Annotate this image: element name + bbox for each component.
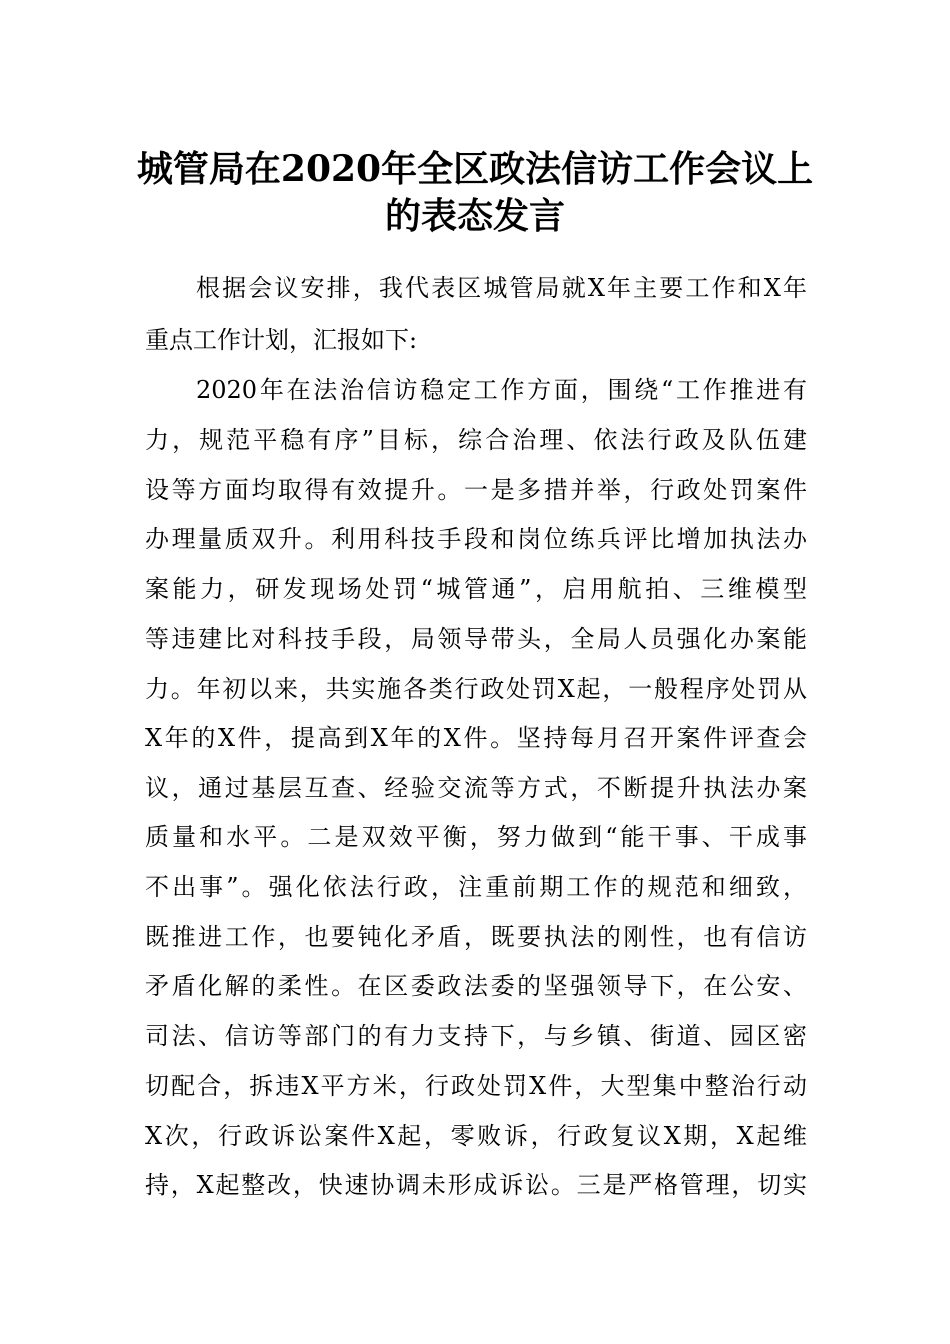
paragraph-line: 不出事”。强化依法行政，注重前期工作的规范和细致，: [145, 873, 807, 901]
paragraph-line: 司法、信访等部门的有力支持下，与乡镇、街道、园区密: [145, 1022, 807, 1050]
document-title-line-2: 的表态发言: [384, 195, 565, 237]
paragraph-line: 持，X起整改，快速协调未形成诉讼。三是严格管理，切实: [145, 1171, 807, 1199]
paragraph-line: 办理量质双升。利用科技手段和岗位练兵评比增加执法办: [145, 525, 807, 553]
paragraph-line: X年的X件，提高到X年的X件。坚持每月召开案件评查会: [145, 724, 807, 752]
paragraph-line: 案能力，研发现场处罚“城管通”，启用航拍、三维模型: [145, 575, 807, 603]
paragraph-line: X次，行政诉讼案件X起，零败诉，行政复议X期，X起维: [145, 1122, 807, 1150]
paragraph-line: 2020年在法治信访稳定工作方面，围绕“工作推进有: [196, 376, 807, 404]
paragraph-line: 切配合，拆违X平方米，行政处罚X件，大型集中整治行动: [145, 1072, 807, 1100]
paragraph-line: 既推进工作，也要钝化矛盾，既要执法的刚性，也有信访: [145, 923, 807, 951]
paragraph-line: 力，规范平稳有序”目标，综合治理、依法行政及队伍建: [145, 426, 807, 454]
document-title-line-1: 城管局在2020年全区政法信访工作会议上: [136, 148, 814, 190]
paragraph-line: 力。年初以来，共实施各类行政处罚X起，一般程序处罚从: [145, 675, 807, 703]
paragraph-line: 质量和水平。二是双效平衡，努力做到“能干事、干成事: [145, 823, 807, 851]
paragraph-line: 矛盾化解的柔性。在区委政法委的坚强领导下，在公安、: [145, 972, 807, 1000]
paragraph-line: 根据会议安排，我代表区城管局就X年主要工作和X年: [196, 274, 807, 302]
paragraph-line: 等违建比对科技手段，局领导带头，全局人员强化办案能: [145, 625, 807, 653]
paragraph-line: 设等方面均取得有效提升。一是多措并举，行政处罚案件: [145, 476, 807, 504]
paragraph-line: 重点工作计划，汇报如下:: [145, 326, 418, 354]
paragraph-line: 议，通过基层互查、经验交流等方式，不断提升执法办案: [145, 774, 807, 802]
